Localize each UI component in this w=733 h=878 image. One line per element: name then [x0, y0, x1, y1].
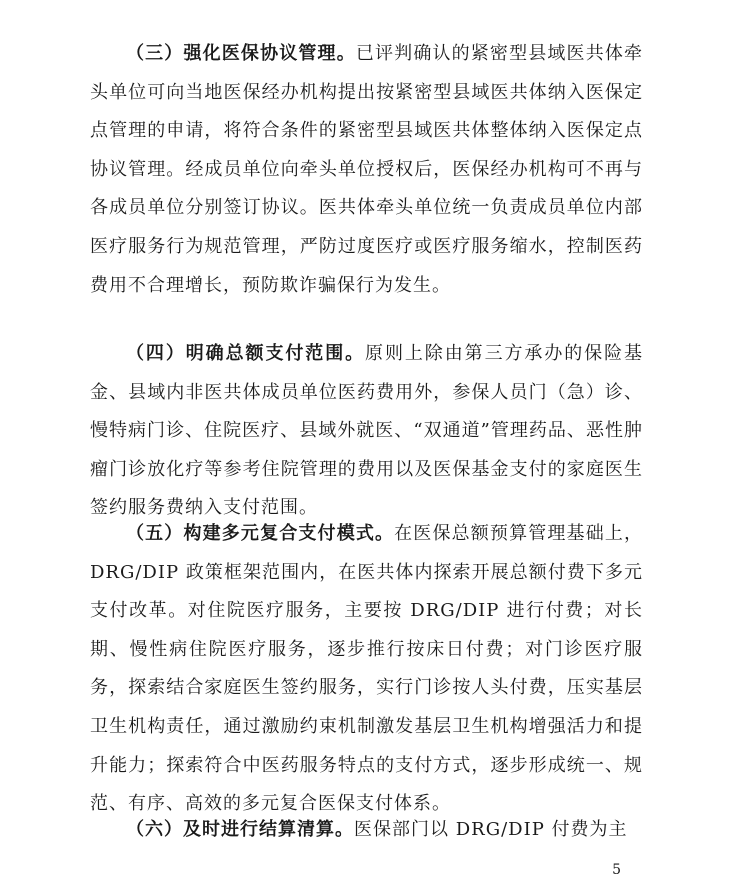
- paragraph-4: [90, 335, 643, 528]
- paragraph-6-heading: （六）及时进行结算清算。: [126, 819, 354, 840]
- paragraph-5-heading: （五）构建多元复合支付模式。: [126, 523, 395, 544]
- paragraph-3: [90, 35, 643, 305]
- paragraph-5: [90, 515, 643, 824]
- page-number: 5: [612, 862, 621, 878]
- paragraph-4-body: 原则上除由第三方承办的保险基金、县域内非医共体成员单位医药费用外，参保人员门（急）诊、慢特病门诊、住院医疗、县域外就医、“双通道”管理药品、恶性肿瘤门诊放化疗等参考住院管理的费用以及医保基金支付的家庭医生签约服务费纳入支付范围。: [90, 343, 644, 519]
- paragraph-6-body: 医保部门以 DRG/DIP 付费为主: [354, 819, 628, 840]
- paragraph-5-body: 在医保总额预算管理基础上，DRG/DIP 政策框架范围内，在医共体内探索开展总额付费下多元支付改革。对住院医疗服务，主要按 DRG/DIP 进行付费；对长期、慢性病住院医疗服务，逐步推行按床日付费；对门诊医疗服务，探索结合家庭医生签约服务，实行门诊按人头付费，压实基层卫生机构责任，通过激励约束机制激发基层卫生机构增强活力和提升能力；探索符合中医药服务特点的支付方式，逐步形成统一、规范、有序、高效的多元复合医保支付体系。: [90, 523, 644, 815]
- paragraph-3-heading: （三）强化医保协议管理。: [126, 43, 356, 64]
- paragraph-4-heading: （四）明确总额支付范围。: [126, 343, 366, 364]
- paragraph-6: [90, 811, 643, 850]
- paragraph-3-body: 已评判确认的紧密型县域医共体牵头单位可向当地医保经办机构提出按紧密型县域医共体纳入医保定点管理的申请，将符合条件的紧密型县域医共体整体纳入医保定点协议管理。经成员单位向牵头单位授权后，医保经办机构可不再与各成员单位分别签订协议。医共体牵头单位统一负责成员单位内部医疗服务行为规范管理，严防过度医疗或医疗服务缩水，控制医药费用不合理增长，预防欺诈骗保行为发生。: [90, 43, 644, 296]
